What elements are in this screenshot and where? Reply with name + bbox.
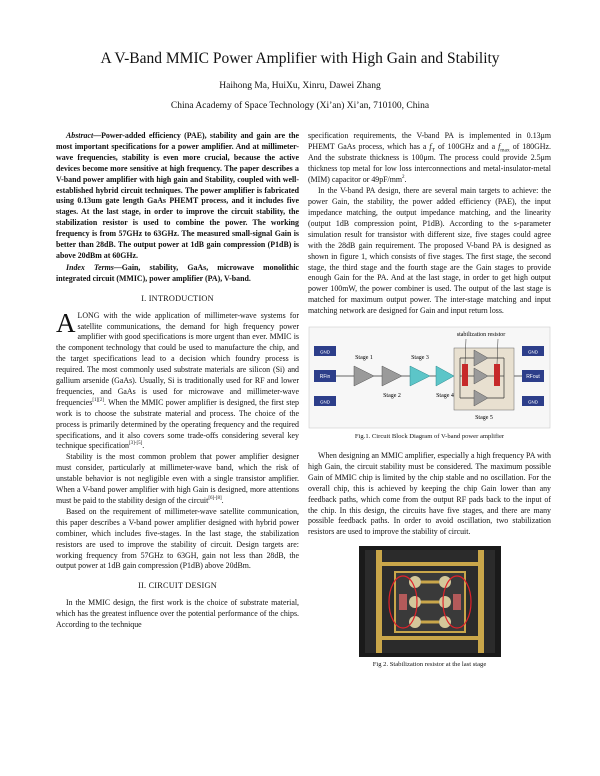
index-terms: Index Terms—Gain, stability, GaAs, microwave monolithic integrated circuit (MMIC), power amplifier (PA), V-band. <box>56 262 300 283</box>
svg-text:Stage 5: Stage 5 <box>475 415 493 422</box>
figure-1-caption: Fig.1. Circuit Block Diagram of V-band power amplifier <box>354 433 505 441</box>
stabilization-resistor-right <box>494 364 500 386</box>
abstract: Abstract—Power-added efficiency (PAE), stability and gain are the most important specifications for a power amplifier. And at millimeter-wave frequencies, stability is even more crucial, because the active devices become more sensitive at high frequency. The paper describes a V-band power amplifier with high gain and Stability, coupled with well-established hybrid circuit techniques. The power amplifier is fabricated using 0.13um gate length GaAs PHEMT process, and it includes five stages. At the last stage, in order to improve the circuit stability, the stabilization resistor is used to combine the power. The working frequency is from 57GHz to 63GHz. The measured small-signal Gain is better than 28dB. The output power at 1dB gain compression (P1dB) is above 20dBm at 60GHz. <box>56 131 299 260</box>
svg-text:RFout: RFout <box>526 374 540 381</box>
section-heading-introduction: I. INTRODUCTION <box>141 293 214 303</box>
svg-text:GND: GND <box>528 399 538 405</box>
svg-text:Stage 4: Stage 4 <box>436 393 454 400</box>
design-paragraph-4: When designing an MMIC amplifier, especially a high frequency PA with high Gain, the circuit stability must be considered. The maximum possible Gain of MMIC chip is limited by the chip stable and no oscillation. For the overall chip, this is achieved by keeping the chip Gain lower than any feedback paths, which come from the output RF pads back to the input of the chip. In this design, the circuits have five stages, and there are many possible feedback paths. In order to avoid oscillation, two stabilization resistors are used to improve the stability of circuit. <box>308 450 551 537</box>
drop-cap: A <box>56 307 76 338</box>
intro-paragraph-3: Based on the requirement of millimeter-wave satellite communication, this paper describes a V-band power amplifier designed with hybrid power combiner, which includes five-stages. In the last stage, the stabilization resistors are used to improve the stability of circuit. Design targets are: working frequency from 57GHz to 63GH, gain not less than 28dB, the output power at 1dB gain compression (P1dB) above 20dBm. <box>56 506 299 571</box>
figure-2-chip-photo <box>359 546 501 657</box>
design-paragraph-1: In the MMIC design, the first work is the choice of substrate material, which has the greatest influence over the potential performance of the chips. According to the technique <box>56 598 299 630</box>
index-terms-label: Index Terms <box>66 262 114 272</box>
svg-text:Stage 1: Stage 1 <box>355 355 373 362</box>
paper-title: A V-Band MMIC Power Amplifier with High Gain and Stability <box>100 50 500 67</box>
abstract-label: Abstract <box>66 131 94 140</box>
left-column <box>56 131 299 631</box>
intro-paragraph-2: Stability is the most common problem that power amplifier designer must consider, particularly at millimeter-wave band, which the risk of unstable behavior is not negligible even with a single transistor amplifier. When a V-band power amplifier with high Gain is designed, more attentions must be paid to the stability design of the circuit[6]-[8]. <box>56 452 299 505</box>
section-heading-circuit-design: II. CIRCUIT DESIGN <box>138 581 217 591</box>
svg-text:Stage 3: Stage 3 <box>411 355 429 362</box>
figure-2-caption: Fig 2. Stabilization resistor at the last stage <box>372 661 487 669</box>
figure-1-block-diagram <box>308 326 551 429</box>
svg-text:stabilization resistor: stabilization resistor <box>456 332 506 339</box>
right-column <box>308 131 551 679</box>
svg-text:GND: GND <box>528 349 538 355</box>
svg-text:GND: GND <box>320 349 330 355</box>
stabilization-resistor-left <box>462 364 468 386</box>
svg-text:RFin: RFin <box>319 374 331 381</box>
svg-text:GND: GND <box>320 399 330 405</box>
paper-affiliation: China Academy of Space Technology (Xi’an) Xi’an, 710100, China <box>170 101 430 111</box>
intro-paragraph-1: ALONG with the wide application of millimeter-wave systems for satellite communications, the demand for high frequency power amplifier with good specifications is more urgent than ever. MMIC is the component technology that could be used to manufacture the chip, and the target specifications lead to a decision which foundry process is required. The most commonly used substrate materials are silicon (Si) and gallium arsenide (GaAs). Usually, Si is traditionally used for RF and lower frequencies, and GaAs is used for microwave and millimeter-wave frequencies[1][2]. When the MMIC power amplifier is designed, the first step work is to choose the substrate material and process. The choice of the process is primarily determined by the operating frequency and the required specifications, and it also covers some trade-offs considering several key technique specification[3]-[5]. <box>56 307 299 451</box>
block-diagram-svg <box>308 326 551 429</box>
svg-text:Stage 2: Stage 2 <box>383 393 401 400</box>
paper-authors: Haihong Ma, HuiXu, Xinru, Dawei Zhang <box>219 81 381 91</box>
design-paragraph-3: In the V-band PA design, there are several main targets to achieve: the power Gain, the stability, the power added efficiency (PAE), the input impedance matching, the output impedance matching, and the linearity (output 1dB compression point, P1dB). According to the s-parameter simulation result for transistor with different size, five stages could agree with the 28dB gain requirement. The proposed V-band PA is designed as shown in figure 1, which consists of five stages. The first stage, the second stage, the third stage and the fourth stage are the Gain stages to provide enough Gain for the PA. And at the last stage, in order to get high output power 100mW, the power combiner is used. The output of the last stage is matched for maximum output power. The inter-stage matching and input matching network are designed for Gain and input return loss. <box>308 186 551 316</box>
design-paragraph-2: specification requirements, the V-band PA is implemented in 0.13μm PHEMT GaAs process, which has a $f_T$ of 100GHz and a $f_{max}$ of 180GHz. And the substrate thickness is 100μm. The process could provide 2.5μm thickness top metal for low loss interconnections and metal-insulator-metal (MIM) capacitor or $49pF/mm^2$. <box>308 131 551 185</box>
